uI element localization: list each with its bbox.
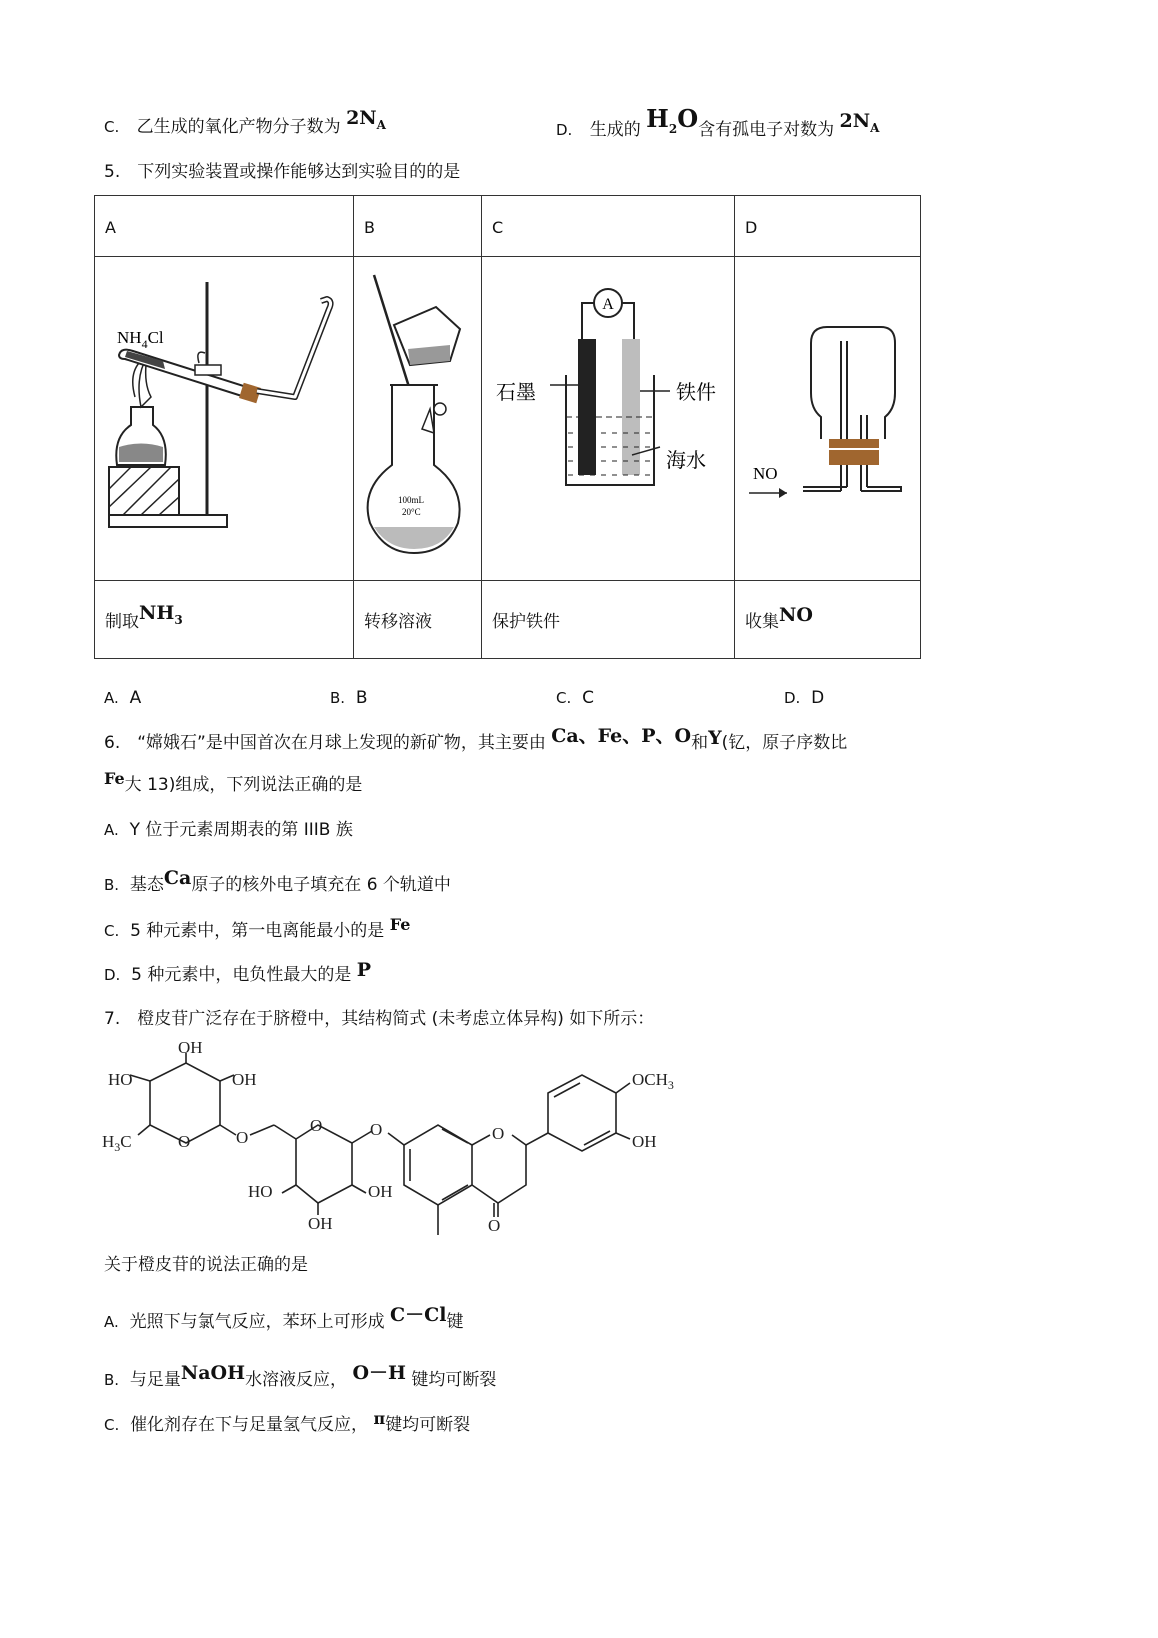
o-label: O bbox=[370, 1120, 383, 1139]
oh-label: OH bbox=[308, 1214, 333, 1233]
q6-option-d: D. 5 种元素中，电负性最大的是 P bbox=[104, 959, 372, 985]
q7-question: 关于橙皮苷的说法正确的是 bbox=[104, 1255, 308, 1275]
ho-label: HO bbox=[108, 1070, 133, 1089]
figure-a-cell bbox=[95, 257, 354, 581]
q4-option-d bbox=[556, 104, 880, 144]
q7-option-b: B. 与足量NaOH水溶液反应， O－H 键均可断裂 bbox=[104, 1362, 497, 1390]
q6-option-a: A. Y 位于元素周期表的第 IIIB 族 bbox=[104, 820, 353, 840]
q5-apparatus-table bbox=[94, 195, 921, 659]
rubber-stopper bbox=[829, 439, 879, 465]
oh-label: OH bbox=[368, 1182, 393, 1201]
formula: $2N_A$ bbox=[839, 110, 880, 135]
och3-label: $OCH_3$ bbox=[632, 1070, 674, 1092]
oh-label: OH bbox=[632, 1132, 657, 1151]
o-label: O bbox=[492, 1124, 505, 1143]
figure-b-cell bbox=[354, 257, 482, 581]
q5-option-c: C. C bbox=[556, 688, 594, 708]
column-header-b: B bbox=[354, 196, 482, 257]
q6-stem-line2: Fe大 13)组成，下列说法正确的是 bbox=[104, 769, 363, 795]
graphite-electrode bbox=[578, 339, 596, 475]
iron-label: 铁件 bbox=[676, 382, 716, 404]
q7-option-c: C. 催化剂存在下与足量氢气反应， π键均可断裂 bbox=[104, 1409, 471, 1435]
flask-temp-label: 20°C bbox=[402, 507, 421, 517]
q6-stem-line1: 6. “嫦娥石”是中国首次在月球上发现的新矿物，其主要由 Ca、Fe、P、O和Y(钇，原子序数比 bbox=[104, 725, 848, 753]
q5-stem: 5. 下列实验装置或操作能够达到实验目的的是 bbox=[104, 162, 461, 182]
h3c-label: $H_3C$ bbox=[102, 1132, 132, 1154]
oh-label: OH bbox=[232, 1070, 257, 1089]
ammonia-apparatus-figure bbox=[95, 257, 353, 575]
caption-b: 转移溶液 bbox=[354, 581, 482, 659]
flask-transfer-figure bbox=[354, 257, 481, 575]
oh-label: OH bbox=[178, 1038, 203, 1057]
q6-option-c: C. 5 种元素中，第一电离能最小的是 Fe bbox=[104, 915, 411, 941]
column-header-d: D bbox=[735, 196, 921, 257]
option-text: 乙生成的氧化产物分子数为 bbox=[136, 117, 341, 137]
hesperidin-structure bbox=[100, 1035, 700, 1235]
no-gas-label: NO bbox=[753, 464, 778, 483]
formula: $2N_A$ bbox=[346, 107, 386, 132]
o-label: O bbox=[310, 1116, 323, 1135]
o-label: O bbox=[488, 1216, 501, 1235]
option-text: 含有孤电子对数为 bbox=[698, 120, 835, 140]
q5-option-a: A. A bbox=[104, 688, 142, 708]
gas-collection-figure bbox=[735, 257, 920, 575]
q4-option-c bbox=[104, 107, 386, 140]
q7-option-a: A. 光照下与氯气反应，苯环上可形成 C－Cl键 bbox=[104, 1304, 464, 1332]
caption-d: 收集NO bbox=[735, 581, 921, 659]
arrow-right-icon bbox=[779, 488, 787, 498]
option-text: 生成的 bbox=[589, 120, 641, 140]
formula-h2o: $H_2O$ bbox=[646, 104, 699, 136]
seawater-label: 海水 bbox=[666, 450, 706, 472]
o-label: O bbox=[178, 1132, 191, 1151]
figure-c-cell bbox=[482, 257, 735, 581]
ammeter-label: A bbox=[602, 296, 614, 313]
ho-label: HO bbox=[248, 1182, 273, 1201]
q5-option-b: B. B bbox=[330, 688, 368, 708]
electrochemical-protection-figure bbox=[482, 257, 734, 575]
option-label: C. bbox=[104, 118, 120, 136]
column-header-c: C bbox=[482, 196, 735, 257]
graphite-label: 石墨 bbox=[496, 382, 536, 404]
option-label: D. bbox=[556, 121, 573, 139]
column-header-a: A bbox=[95, 196, 354, 257]
caption-a: 制取$NH_3$ bbox=[95, 581, 354, 659]
iron-electrode bbox=[622, 339, 640, 475]
q6-option-b: B. 基态Ca原子的核外电子填充在 6 个轨道中 bbox=[104, 867, 451, 895]
figure-d-cell bbox=[735, 257, 921, 581]
q5-option-d: D. D bbox=[784, 688, 825, 708]
nh4cl-label: $NH_4Cl$ bbox=[117, 328, 164, 351]
caption-c: 保护铁件 bbox=[482, 581, 735, 659]
q7-stem: 7. 橙皮苷广泛存在于脐橙中，其结构简式 (未考虑立体异构) 如下所示： bbox=[104, 1009, 655, 1029]
o-label: O bbox=[236, 1128, 249, 1147]
flask-volume-label: 100mL bbox=[398, 495, 424, 505]
